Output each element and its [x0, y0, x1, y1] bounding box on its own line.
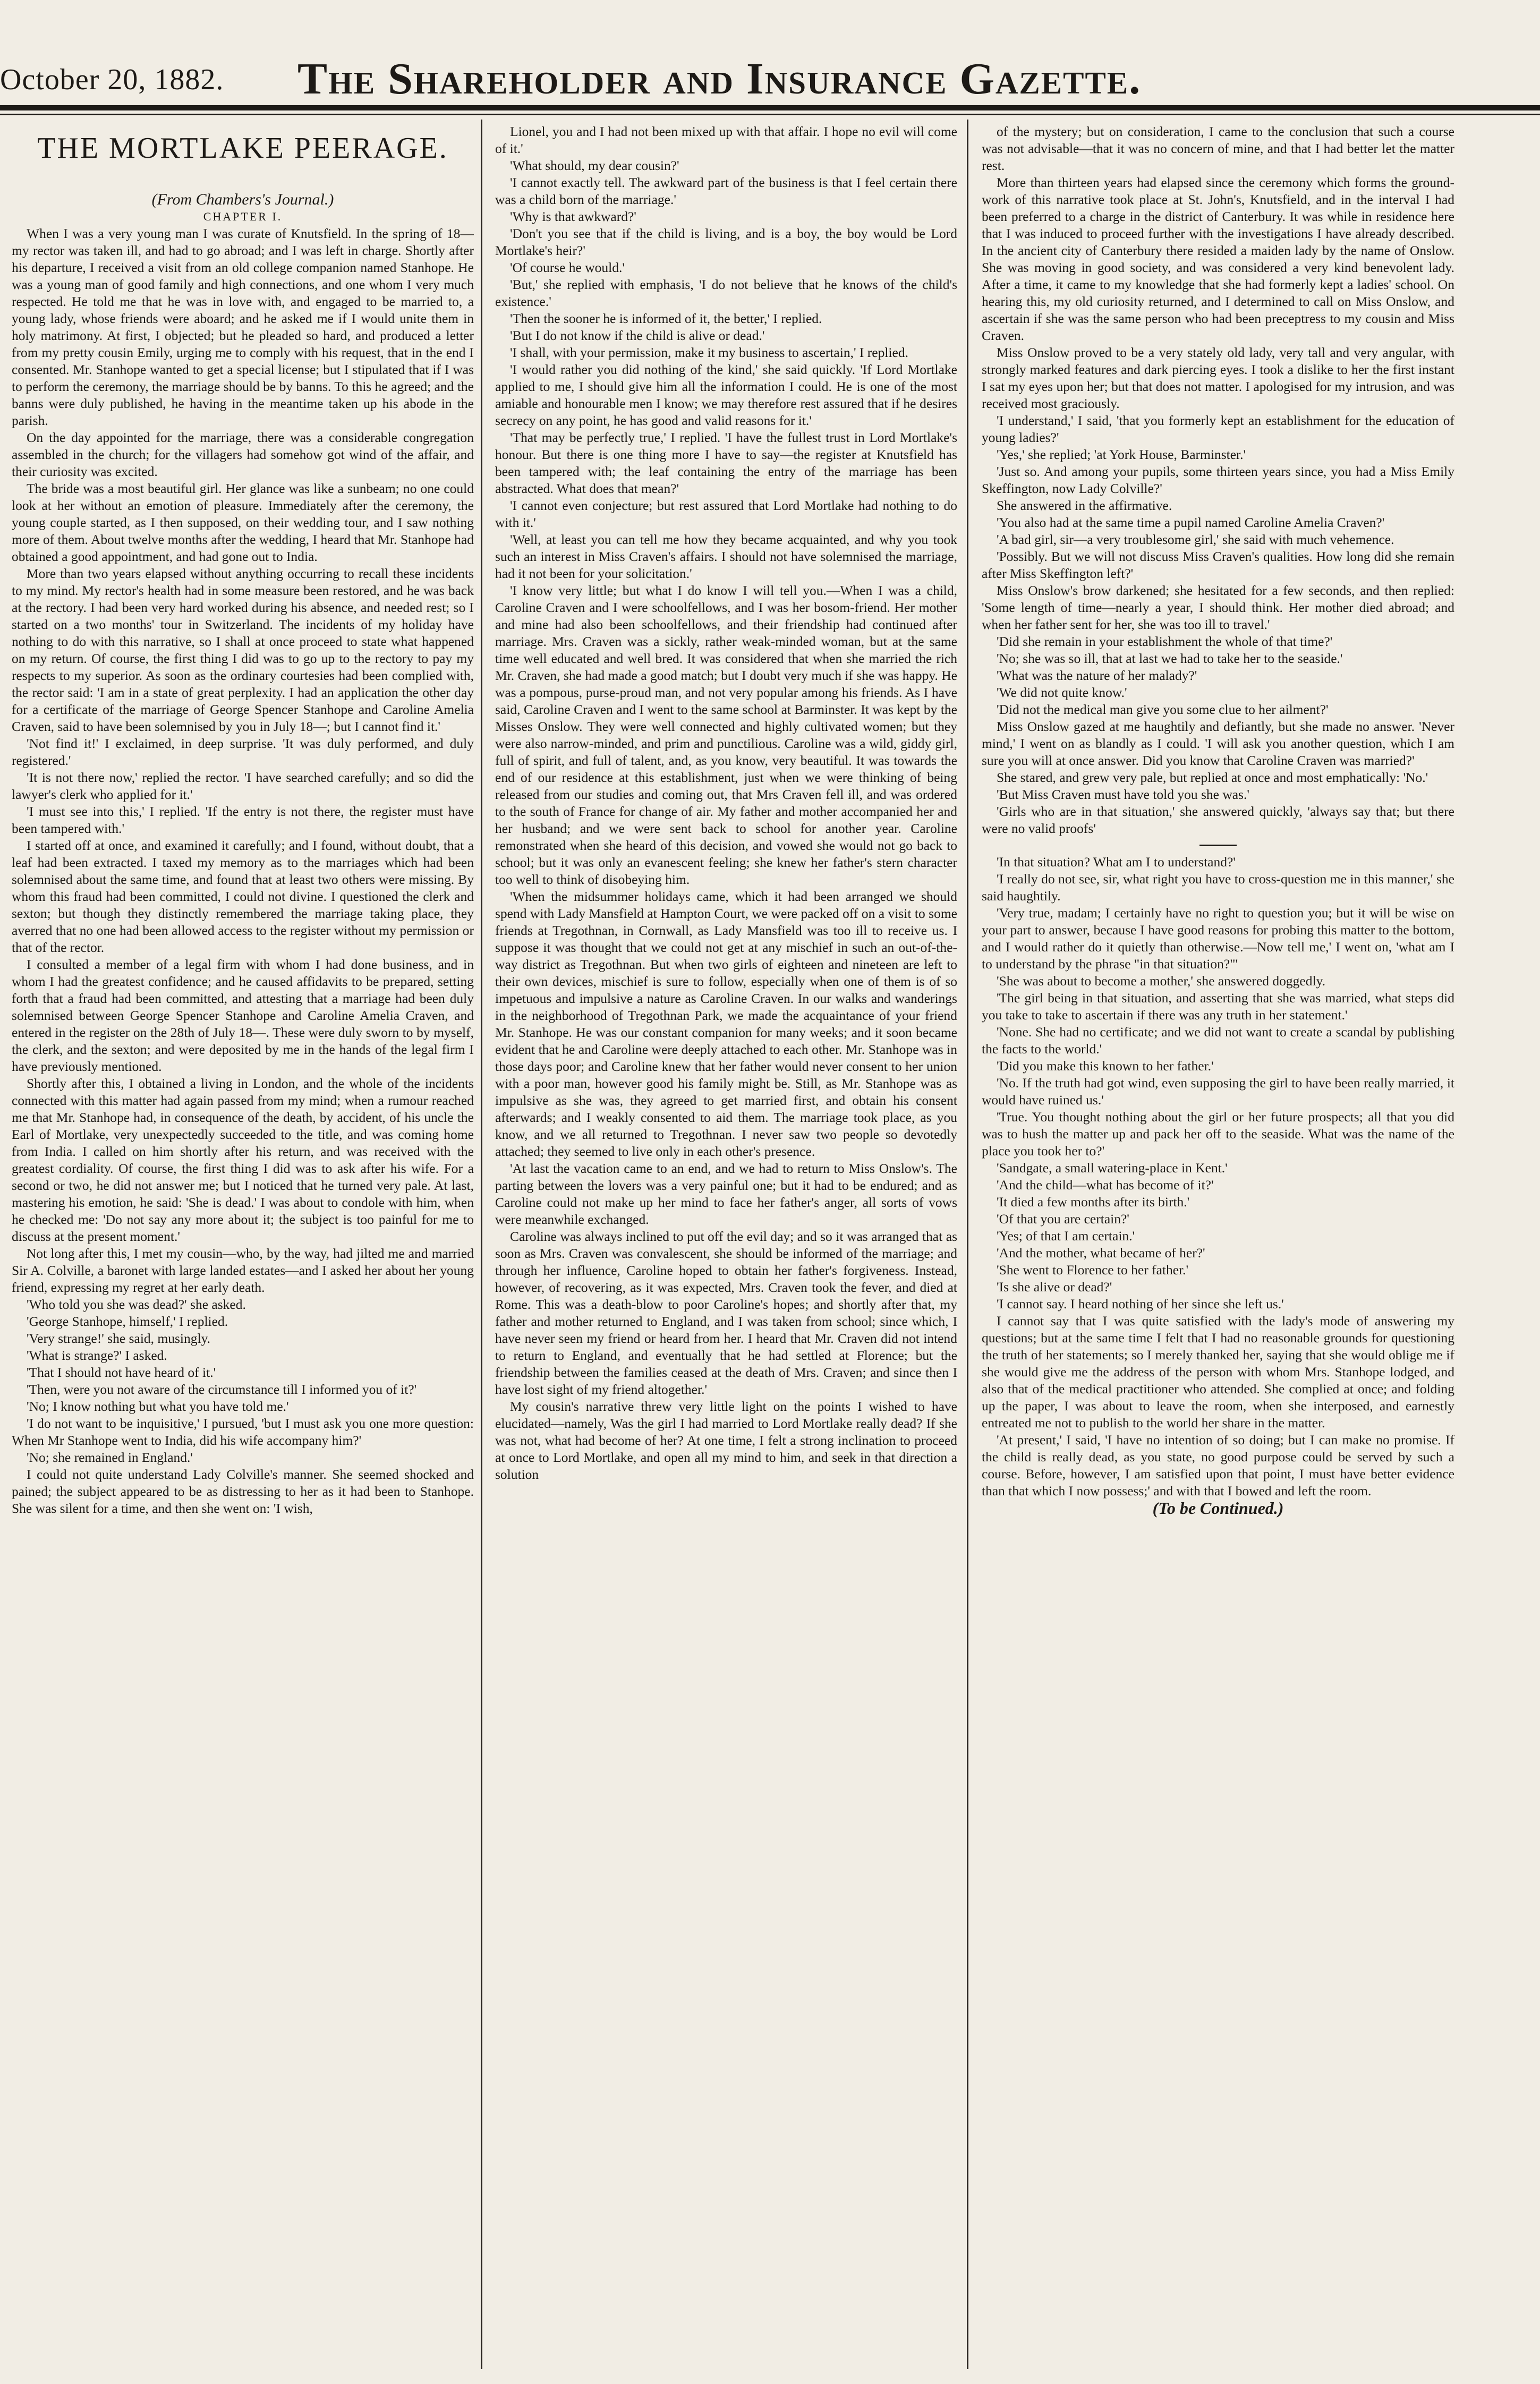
paragraph: 'Did you make this known to her father.' [997, 1058, 1214, 1074]
paragraph: Not long after this, I met my cousin—who, by the way, had jilted me and married Sir A. Colville, a baronet with large landed estates—and I asked her about her young friend, expressing my regret at her early death. [12, 1246, 474, 1295]
article-column-3 [982, 123, 1454, 2365]
paragraph: 'Yes; of that I am certain.' [997, 1228, 1135, 1244]
paragraph: 'I really do not see, sir, what right you have to cross-question me in this manner,' she said haughtily. [982, 871, 1454, 904]
paragraph: 'No; I know nothing but what you have told me.' [27, 1399, 289, 1414]
paragraph: 'What should, my dear cousin?' [510, 158, 679, 173]
paragraph: 'What is strange?' I asked. [27, 1348, 167, 1363]
paragraph: 'It is not there now,' replied the rector. 'I have searched carefully; and so did the lawyer's clerk who applied for it.' [12, 770, 474, 802]
paragraph: 'Don't you see that if the child is living, and is a boy, the boy would be Lord Mortlake's heir?' [495, 226, 957, 258]
paragraph: 'I know very little; but what I do know I will tell you.—When I was a child, Caroline Craven and I were schoolfellows, and I was her bosom-friend. Her mother and mine had also been schoolfellows, and their friendship had continued after marriage. Mrs. Craven was a sickly, rather weak-minded woman, but at the same time well educated and well bred. It was considered that when she married the rich Mr. Craven, she had made a good match; but I doubt very much if she was happy. He was a pompous, purse-proud man, and not very popular among his friends. As I have said, Caroline Craven and I went to the same school at Barminster. It was kept by the Misses Onslow. They were well connected and highly cultivated women; but they were also narrow-minded, and prim and punctilious. Caroline was a wild, giddy girl, full of spirit, and full of talent, and, as you know, very beautiful. It was towards the end of our residence at this establishment, just when we were thinking of being released from our studies and coming out, that Mrs Craven fell ill, and was ordered to the south of France for change of air. My father and mother accompanied her and her husband; and we were sent back to school for another year. Caroline remonstrated when she heard of this decision, and vowed she would not go back to school; but it was only an evanescent feeling; she knew her father's stern character too well to think of disobeying him. [495, 583, 957, 887]
to-be-continued: (To be Continued.) [1152, 1498, 1284, 1518]
paragraph: 'Very true, madam; I certainly have no right to question you; but it will be wise on your part to answer, because I have good reasons for probing this matter to the bottom, and I would rather do it quietly than otherwise.—Now tell me,' I went on, 'what am I to understand by the phrase "in that situation?"' [982, 905, 1454, 972]
paragraph: 'We did not quite know.' [997, 685, 1127, 700]
paragraph: The bride was a most beautiful girl. Her glance was like a sunbeam; no one could look at her without an emotion of pleasure. Immediately after the ceremony, the young couple started, as I then supposed, on their wedding tour, and I saw nothing more of them. About twelve months after the wedding, I heard that Mr. Stanhope had obtained a good appointment, and had gone out to India. [12, 481, 474, 564]
paragraph: 'Not find it!' I exclaimed, in deep surprise. 'It was duly performed, and duly registered.' [12, 736, 474, 768]
paragraph: 'Did she remain in your establishment the whole of that time?' [997, 634, 1333, 649]
paragraph: 'Yes,' she replied; 'at York House, Barminster.' [997, 447, 1246, 462]
paragraph: 'I cannot exactly tell. The awkward part of the business is that I feel certain there was a child born of the marriage.' [495, 175, 957, 207]
paragraph: On the day appointed for the marriage, there was a considerable congregation assembled in the church; for the villagers had somehow got wind of the affair, and their curiosity was excited. [12, 430, 474, 479]
paragraph: 'That may be perfectly true,' I replied. 'I have the fullest trust in Lord Mortlake's honour. But there is one thing more I have to say—the register at Knutsfield has been tampered with; the leaf containing the entry of the marriage has been abstracted. What does that mean?' [495, 430, 957, 496]
paragraph: My cousin's narrative threw very little light on the points I wished to have elucidated—namely, Was the girl I had married to Lord Mortlake really dead? If she was not, what had become of her? At one time, I felt a strong inclination to proceed at once to Lord Mortlake, and open all my mind to him, and seek in that direction a solution [495, 1399, 957, 1482]
paragraph: 'Is she alive or dead?' [997, 1279, 1112, 1295]
paragraph: More than two years elapsed without anything occurring to recall these incidents to my mind. My rector's health had in some measure been restored, and he was back at the rectory. I had been very hard worked during his absence, and needed rest; so I started on a two months' tour in Switzerland. The incidents of my holiday have nothing to do with this narrative, so I shall at once proceed to state what happened on my return. Of course, the first thing I did was to go up to the rectory to pay my respects to my superior. As soon as the ordinary courtesies had been complied with, the rector said: 'I am in a state of great perplexity. I had an application the other day for a certificate of the marriage of George Spencer Stanhope and Caroline Amelia Craven, said to have been solemnised by you in July 18—; but I cannot find it.' [12, 566, 474, 734]
paragraph: Miss Onslow gazed at me haughtily and defiantly, but she made no answer. 'Never mind,' I went on as blandly as I could. 'I will ask you another question, which I am sure you will at once answer. Did you know that Caroline Craven was married?' [982, 719, 1454, 768]
column-divider [967, 120, 968, 2369]
paragraph: Shortly after this, I obtained a living in London, and the whole of the incidents connected with this matter had again passed from my mind; when a rumour reached me that Mr. Stanhope had, in consequence of the death, by accident, of his uncle the Earl of Mortlake, very unexpectedly succeeded to the title, and was coming home from India. I called on him shortly after his return, and was received with the greatest cordiality. Of course, the first thing I did was to ask after his wife. For a second or two, he did not answer me; but I noticed that he turned very pale. At last, mastering his emotion, he said: 'She is dead.' I was about to condole with him, when he checked me: 'Do not say any more about it; the subject is too painful for me to discuss at the present moment.' [12, 1076, 474, 1244]
paragraph: 'And the child—what has become of it?' [997, 1177, 1214, 1193]
paragraph: 'But Miss Craven must have told you she was.' [997, 787, 1249, 802]
paragraph: 'Possibly. But we will not discuss Miss Craven's qualities. How long did she remain after Miss Skeffington left?' [982, 549, 1454, 581]
paragraph: 'No; she remained in England.' [27, 1450, 193, 1465]
paragraph: 'George Stanhope, himself,' I replied. [27, 1314, 228, 1329]
paragraph: Caroline was always inclined to put off the evil day; and so it was arranged that as soon as Mrs. Craven was convalescent, she should be informed of the marriage; and through her influence, Caroline hoped to obtain her father's forgiveness. Instead, however, of recovering, as it was expected, Mrs. Craven took the fever, and died at Rome. This was a death-blow to poor Caroline's hopes; and shortly after that, my father and mother returned to England, and I was taken from school; since which, I have never seen my friend or heard from her. I heard that Mr. Craven did not intend to return to England, and eventually that he had settled at Florence; but the friendship between the families ceased at the death of Mrs. Craven; and since then I have lost sight of my friend altogether.' [495, 1229, 957, 1397]
article-column-2 [495, 123, 957, 2365]
chapter-heading: CHAPTER I. [203, 210, 283, 223]
paragraph: 'A bad girl, sir—a very troublesome girl,' she said with much vehemence. [997, 532, 1394, 547]
paragraph: 'True. You thought nothing about the girl or her future prospects; all that you did was to hush the matter up and pack her off to the seaside. What was the name of the place you took her to?' [982, 1109, 1454, 1159]
paragraph: More than thirteen years had elapsed since the ceremony which forms the ground-work of this narrative took place at St. John's, Knutsfield, and in the interval I had been preferred to a charge in the district of Canterbury. It was while in residence here that I was induced to proceed further with the investigations I have already described. In the ancient city of Canterbury there resided a maiden lady by the name of Onslow. She was moving in good society, and was considered a very kind benevolent lady. After a time, it came to my knowledge that she had formerly kept a ladies' school. On hearing this, my old curiosity returned, and I determined to call on Miss Onslow, and ascertain if she was the same person who had been preceptress to my cousin and Miss Craven. [982, 175, 1454, 343]
paragraph: 'Then the sooner he is informed of it, the better,' I replied. [510, 311, 822, 326]
paragraph: 'In that situation? What am I to understand?' [997, 854, 1236, 870]
paragraph: I started off at once, and examined it carefully; and I found, without doubt, that a leaf had been extracted. I taxed my memory as to the marriages which had been solemnised about the same time, and found that at least two others were missing. By whom this fraud had been committed, I could not divine. I questioned the clerk and sexton; but though they distinctly remembered the marriage taking place, they averred that no one had been allowed access to the register without my permission or that of the rector. [12, 838, 474, 955]
paragraph: She answered in the affirmative. [997, 498, 1172, 513]
paragraph: 'No; she was so ill, that at last we had to take her to the seaside.' [997, 651, 1343, 666]
paragraph: 'I cannot even conjecture; but rest assured that Lord Mortlake had nothing to do with it.' [495, 498, 957, 530]
paragraph: 'But,' she replied with emphasis, 'I do not believe that he knows of the child's existence.' [495, 277, 957, 309]
paragraph: 'Just so. And among your pupils, some thirteen years since, you had a Miss Emily Skeffington, now Lady Colville?' [982, 464, 1454, 496]
masthead-rule-thin [0, 114, 1540, 115]
paragraph: Miss Onslow's brow darkened; she hesitated for a few seconds, and then replied: 'Some length of time—nearly a year, I should think. Her mother died abroad; and when her father sent for her, she was too ill to travel.' [982, 583, 1454, 632]
paragraph: 'I understand,' I said, 'that you formerly kept an establishment for the education of young ladies?' [982, 413, 1454, 445]
column-body [12, 225, 474, 1517]
paragraph: 'But I do not know if the child is alive or dead.' [510, 328, 765, 343]
paragraph: 'Did not the medical man give you some clue to her ailment?' [997, 702, 1329, 717]
section-break-rule [1199, 845, 1237, 846]
paragraph: 'I shall, with your permission, make it my business to ascertain,' I replied. [510, 345, 908, 360]
paragraph: 'Of that you are certain?' [997, 1211, 1129, 1227]
article-title: THE MORTLAKE PEERAGE. [37, 132, 448, 165]
paragraph: She stared, and grew very pale, but replied at once and most emphatically: 'No.' [997, 770, 1428, 785]
masthead [0, 0, 1540, 112]
paragraph: I could not quite understand Lady Colville's manner. She seemed shocked and pained; the subject appeared to be as distressing to her as it had been to Stanhope. She was silent for a time, and then she went on: 'I wish, [12, 1467, 474, 1516]
paragraph: I consulted a member of a legal firm with whom I had done business, and in whom I had the greatest confidence; and he caused affidavits to be prepared, setting forth that a fraud had been committed, and attesting that a marriage had been duly solemnised between George Spencer Stanhope and Caroline Amelia Craven, and entered in the register on the 28th of July 18—. These were duly sworn to by myself, the clerk, and the sexton; and were deposited by me in the hands of the legal firm I have previously mentioned. [12, 957, 474, 1074]
paragraph: 'I do not want to be inquisitive,' I pursued, 'but I must ask you one more question: When Mr Stanhope went to India, did his wife accompany him?' [12, 1416, 474, 1448]
paragraph: 'None. She had no certificate; and we did not want to create a scandal by publishing the facts to the world.' [982, 1024, 1454, 1057]
newspaper-title: The Shareholder and Insurance Gazette. [297, 54, 1142, 104]
paragraph: 'You also had at the same time a pupil named Caroline Amelia Craven?' [997, 515, 1385, 530]
paragraph: 'At present,' I said, 'I have no intention of so doing; but I can make no promise. If the child is really dead, as you state, no good purpose could be served by such a course. Before, however, I am satisfied upon that point, I must have better evidence than that which I now possess;' and with that I bowed and left the room. [982, 1432, 1454, 1498]
paragraph: 'What was the nature of her malady?' [997, 668, 1197, 683]
paragraph: 'When the midsummer holidays came, which it had been arranged we should spend with Lady Mansfield at Hampton Court, we were packed off on a visit to some friends at Tregothnan, in Cornwall, as Lady Mansfield was too ill to receive us. I suppose it was thought that we could not get at any mischief in such an out-of-the-way district as Tregothnan. But when two girls of eighteen and nineteen are left to their own devices, mischief is sure to follow, especially when one of them is of so impetuous and impulsive a nature as Caroline Craven. In our walks and wanderings in the neighborhood of Tregothnan Park, we made the acquaintance of your friend Mr. Stanhope. He was our constant companion for many weeks; and it soon became evident that he and Caroline were deeply attached to each other. Mr. Stanhope was in those days poor; and Caroline knew that her father would never consent to her union with a poor man, however good his family might be. Still, as Mr. Stanhope was as impulsive as she was, they agreed to get married first, and obtain his consent afterwards; and I weakly consented to aid them. The marriage took place, as you know, and we all returned to Tregothnan. I never saw two people so devotedly attached; they seemed to live only in each other's presence. [495, 889, 957, 1159]
paragraph: 'I would rather you did nothing of the kind,' she said quickly. 'If Lord Mortlake applied to me, I should give him all the information I could. He is one of the most amiable and honourable men I know; we may therefore rest assured that if he desires secrecy on any point, he has good and valid reasons for it.' [495, 362, 957, 428]
paragraph: 'I cannot say. I heard nothing of her since she left us.' [997, 1296, 1284, 1312]
paragraph: 'That I should not have heard of it.' [27, 1365, 216, 1380]
paragraph: 'It died a few months after its birth.' [997, 1194, 1190, 1210]
paragraph: 'Who told you she was dead?' she asked. [27, 1297, 246, 1312]
paragraph: I cannot say that I was quite satisfied with the lady's mode of answering my questions; but at the same time I felt that I had no reasonable grounds for questioning the truth of her statements; so I merely thanked her, saying that she would oblige me if she would give me the address of the person with whom Mrs. Stanhope lodged, and also that of the medical practitioner who attended. She complied at once; and folding up the paper, I was about to leave the room, when she interposed, and earnestly entreated me not to publish to the world her share in the matter. [982, 1313, 1454, 1431]
paragraph: 'I must see into this,' I replied. 'If the entry is not there, the register must have been tampered with.' [12, 804, 474, 836]
paragraph: 'Of course he would.' [510, 260, 625, 275]
paragraph: 'Girls who are in that situation,' she answered quickly, 'always say that; but there were no valid proofs' [982, 804, 1454, 836]
paragraph: 'She went to Florence to her father.' [997, 1262, 1189, 1278]
article-source: (From Chambers's Journal.) [151, 191, 334, 208]
masthead-rule-thick [0, 105, 1540, 110]
paragraph: of the mystery; but on consideration, I came to the conclusion that such a course was not advisable—that it was no concern of mine, and that I had better let the matter rest. [982, 124, 1454, 173]
paragraph: When I was a very young man I was curate of Knutsfield. In the spring of 18— my rector was taken ill, and had to go abroad; and I was left in charge. Shortly after his departure, I received a visit from an old college companion named Stanhope. He was a young man of good family and high connections, and one whom I very much respected. He told me that he was in love with, and engaged to be married to, a young lady, whose friends were aboard; and he asked me if I would unite them in holy matrimony. At first, I objected; but he pleaded so hard, and produced a letter from my pretty cousin Emily, urging me to comply with his request, that in the end I consented. Mr. Stanhope wanted to get a special license; but I stipulated that if I was to perform the ceremony, the marriage should be by banns. To this he agreed; and the banns were duly published, he having in the meantime taken up his abode in the parish. [12, 226, 474, 428]
paragraph: 'And the mother, what became of her?' [997, 1245, 1205, 1261]
column-body [495, 123, 957, 1483]
paragraph: 'Why is that awkward?' [510, 209, 636, 224]
paragraph: 'At last the vacation came to an end, and we had to return to Miss Onslow's. The parting between the lovers was a very painful one; but it had to be endured; and as Caroline could not make up her mind to face her father's anger, all sorts of vows were meanwhile exchanged. [495, 1161, 957, 1227]
paragraph: 'The girl being in that situation, and asserting that she was married, what steps did you take to take to ascertain if there was any truth in her statement.' [982, 990, 1454, 1023]
paragraph: Lionel, you and I had not been mixed up with that affair. I hope no evil will come of it.' [495, 124, 957, 156]
paragraph: 'Sandgate, a small watering-place in Kent.' [997, 1160, 1228, 1176]
column-body [982, 123, 1454, 1500]
paragraph: 'Then, were you not aware of the circumstance till I informed you of it?' [27, 1382, 417, 1397]
issue-date: October 20, 1882. [0, 63, 224, 96]
article-column-1 [12, 123, 474, 2365]
paragraph: 'Very strange!' she said, musingly. [27, 1331, 211, 1346]
paragraph: 'Well, at least you can tell me how they became acquainted, and why you took such an interest in Miss Craven's affairs. I should not have solemnised the marriage, had it not been for your solicitation.' [495, 532, 957, 581]
paragraph: 'No. If the truth had got wind, even supposing the girl to have been really married, it would have ruined us.' [982, 1075, 1454, 1108]
paragraph: Miss Onslow proved to be a very stately old lady, very tall and very angular, with strongly marked features and dark piercing eyes. I took a dislike to her the first instant I sat my eyes upon her; but that does not matter. I apologised for my intrusion, and was received most graciously. [982, 345, 1454, 411]
paragraph: 'She was about to become a mother,' she answered doggedly. [997, 973, 1326, 989]
column-divider [481, 120, 482, 2369]
